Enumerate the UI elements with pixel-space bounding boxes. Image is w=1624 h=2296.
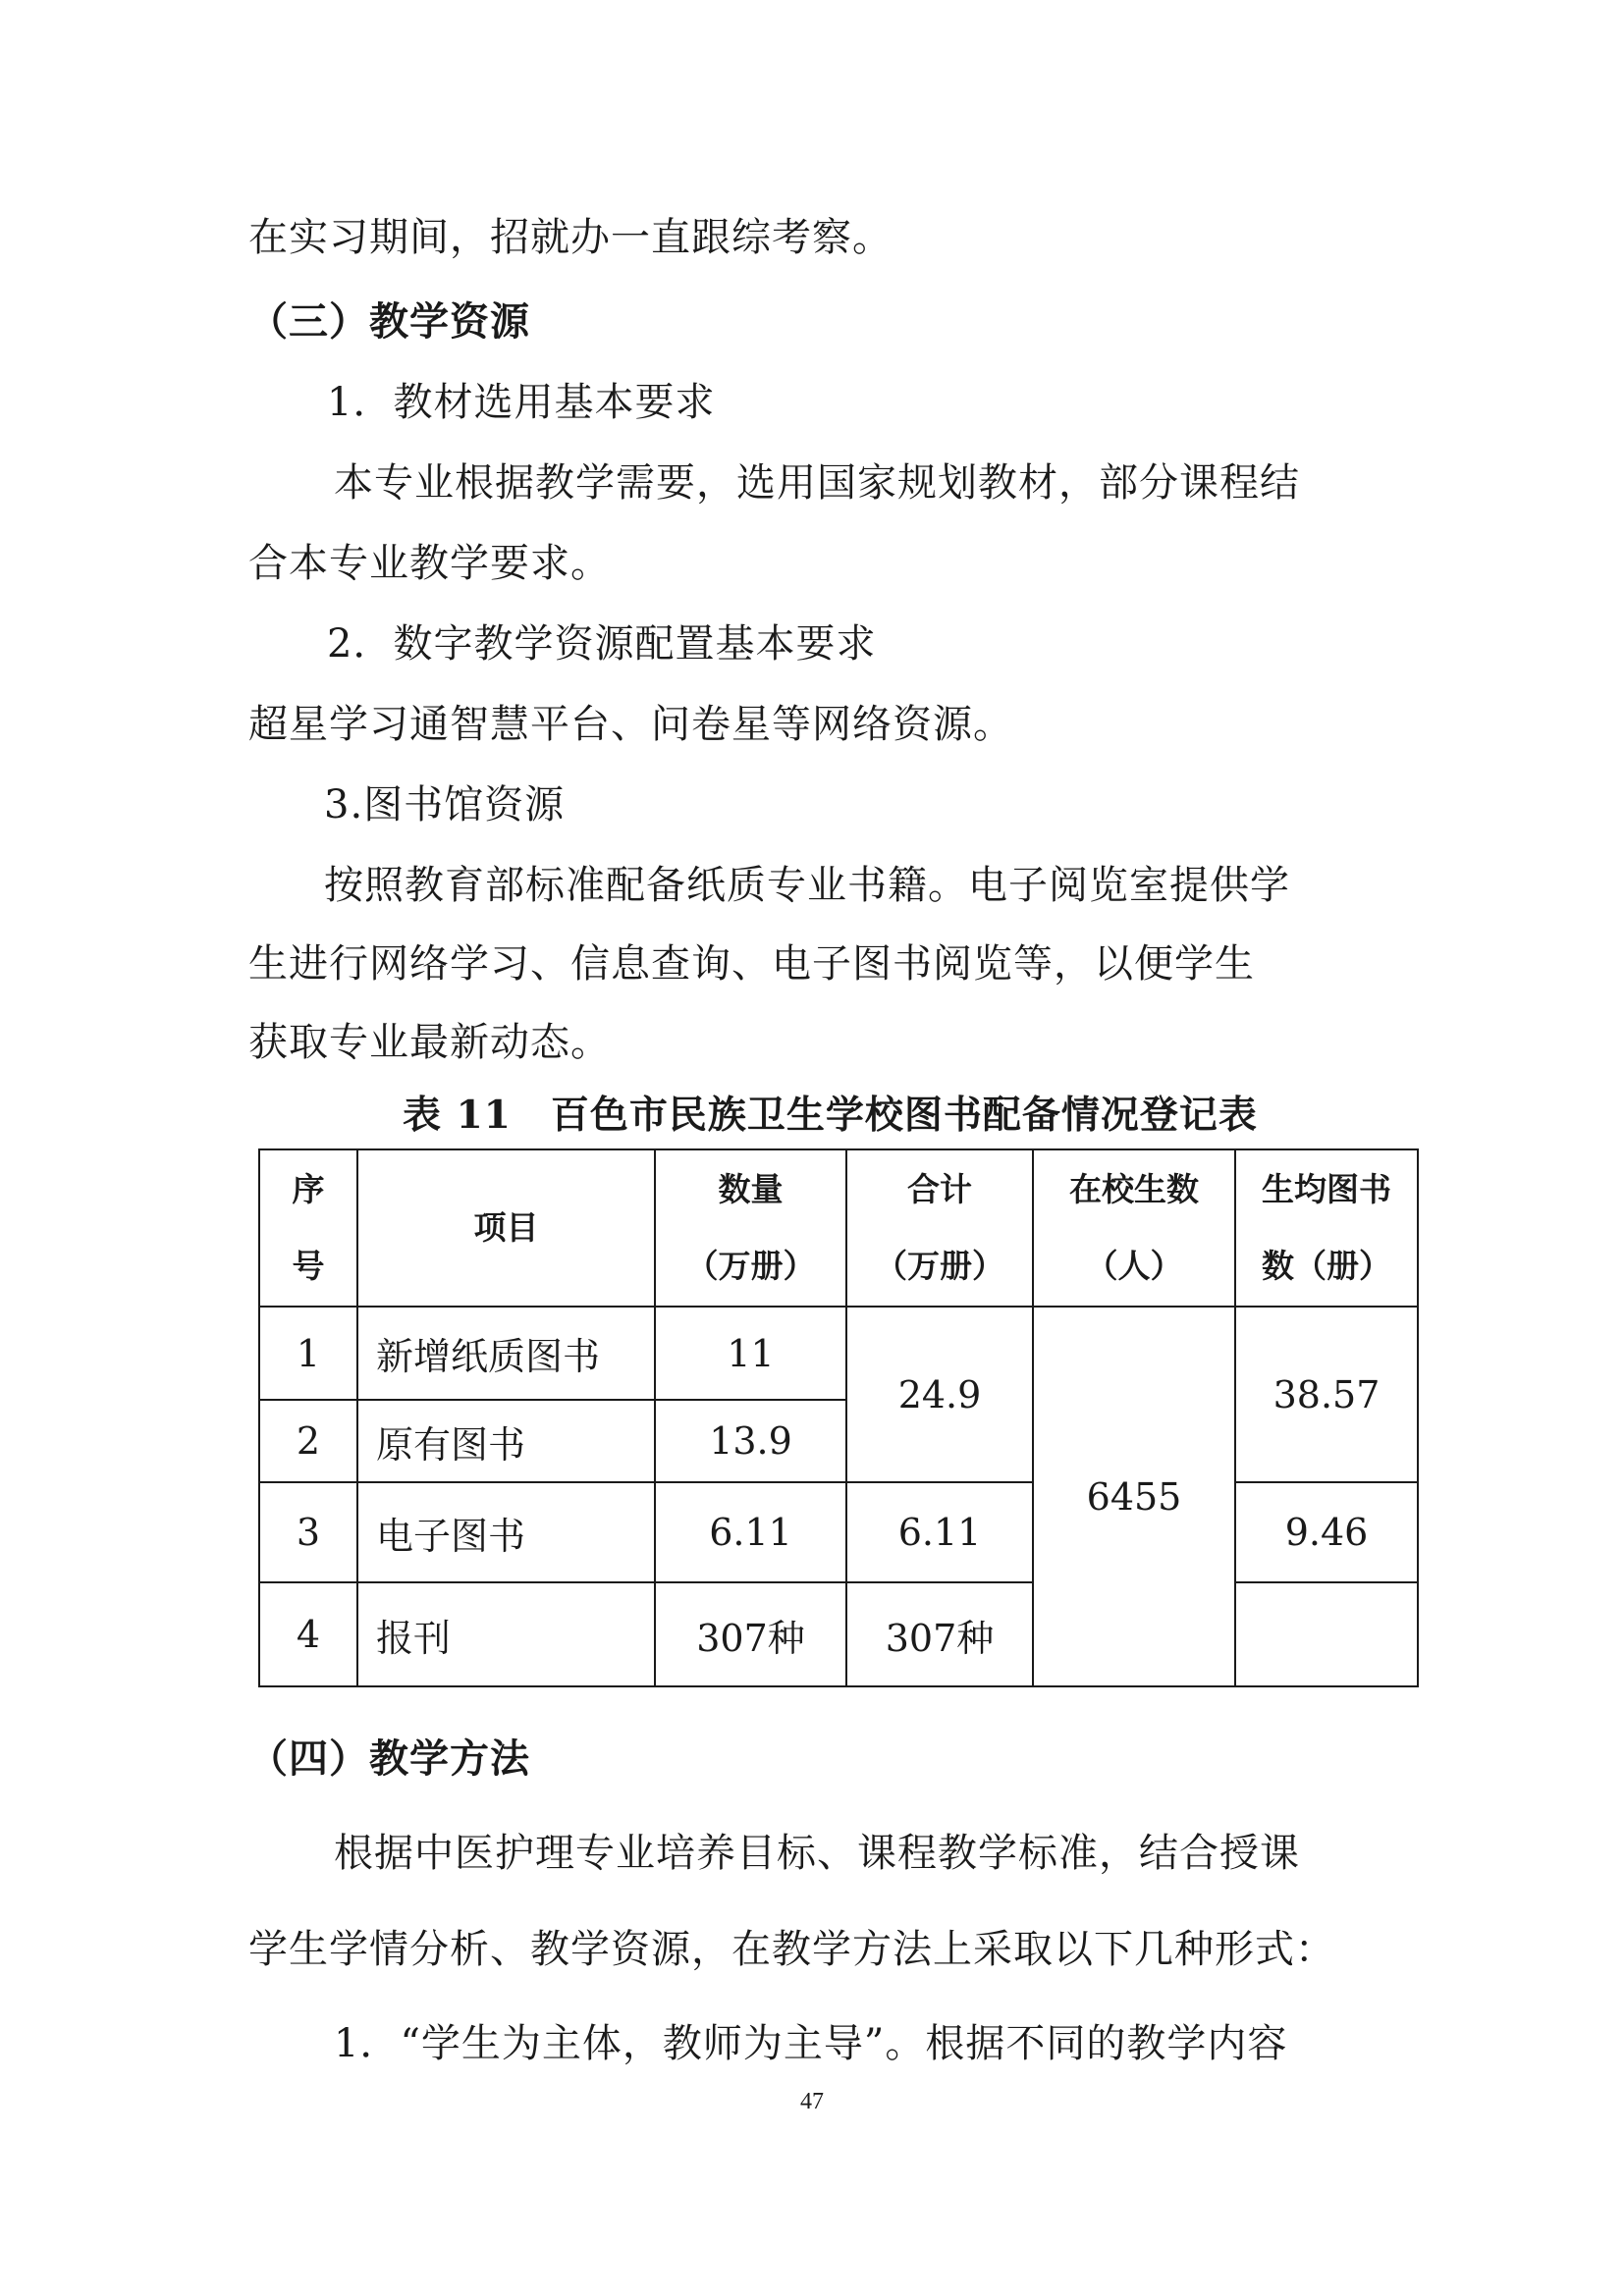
header-seq: 序 号 [259,1149,357,1307]
cell-per-ebook: 9.46 [1235,1482,1418,1582]
cell-item: 报刊 [357,1582,655,1686]
paragraph-line: 获取专业最新动态。 [248,1020,611,1065]
cell-quantity: 13.9 [655,1400,846,1482]
cell-total-periodical: 307种 [846,1582,1033,1686]
table-row [259,1582,1418,1686]
cell-total-paper: 24.9 [846,1307,1033,1482]
header-per-student: 生均图书 数（册） [1235,1149,1418,1307]
page-number: 47 [800,2089,824,2114]
section-heading-teaching-resources: （三）教学资源 [248,298,530,345]
header-item: 项目 [357,1149,655,1307]
cell-students: 6455 [1033,1307,1235,1686]
table-header-row [259,1149,1418,1307]
header-total: 合计 （万册） [846,1149,1033,1307]
paragraph-line: 本专业根据教学需要，选用国家规划教材，部分课程结 [334,460,1300,506]
table-row [259,1307,1418,1400]
subheading-textbook: 1．教材选用基本要求 [327,380,716,425]
subheading-digital-resources: 2．数字教学资源配置基本要求 [327,621,877,667]
cell-quantity: 307种 [655,1582,846,1686]
paragraph-line: 学生学情分析、教学资源，在教学方法上采取以下几种形式： [248,1927,1335,1972]
cell-quantity: 11 [655,1307,846,1400]
subheading-library: 3.图书馆资源 [324,782,566,828]
cell-seq: 2 [259,1400,357,1482]
header-quantity: 数量 （万册） [655,1149,846,1307]
library-books-table [258,1148,1419,1687]
table-row [259,1482,1418,1582]
paragraph-line: 根据中医护理专业培养目标、课程教学标准，结合授课 [334,1831,1300,1876]
cell-per-periodical [1235,1582,1418,1686]
paragraph-line: 在实习期间，招就办一直跟综考察。 [248,215,893,260]
cell-seq: 4 [259,1582,357,1686]
cell-item: 原有图书 [357,1400,655,1482]
cell-seq: 1 [259,1307,357,1400]
table-caption: 表 11 百色市民族卫生学校图书配备情况登记表 [403,1093,1258,1138]
cell-total-ebook: 6.11 [846,1482,1033,1582]
cell-item: 新增纸质图书 [357,1307,655,1400]
header-students: 在校生数 （人） [1033,1149,1235,1307]
paragraph-line: 1．“学生为主体，教师为主导”。根据不同的教学内容 [334,2021,1288,2066]
cell-seq: 3 [259,1482,357,1582]
paragraph-line: 合本专业教学要求。 [248,541,611,586]
section-heading-teaching-methods: （四）教学方法 [248,1735,530,1782]
paragraph-line: 按照教育部标准配备纸质专业书籍。电子阅览室提供学 [324,863,1290,908]
cell-item: 电子图书 [357,1482,655,1582]
paragraph-line: 超星学习通智慧平台、问卷星等网络资源。 [248,702,1013,747]
paragraph-line: 生进行网络学习、信息查询、电子图书阅览等，以便学生 [248,941,1255,987]
cell-per-paper: 38.57 [1235,1307,1418,1482]
cell-quantity: 6.11 [655,1482,846,1582]
